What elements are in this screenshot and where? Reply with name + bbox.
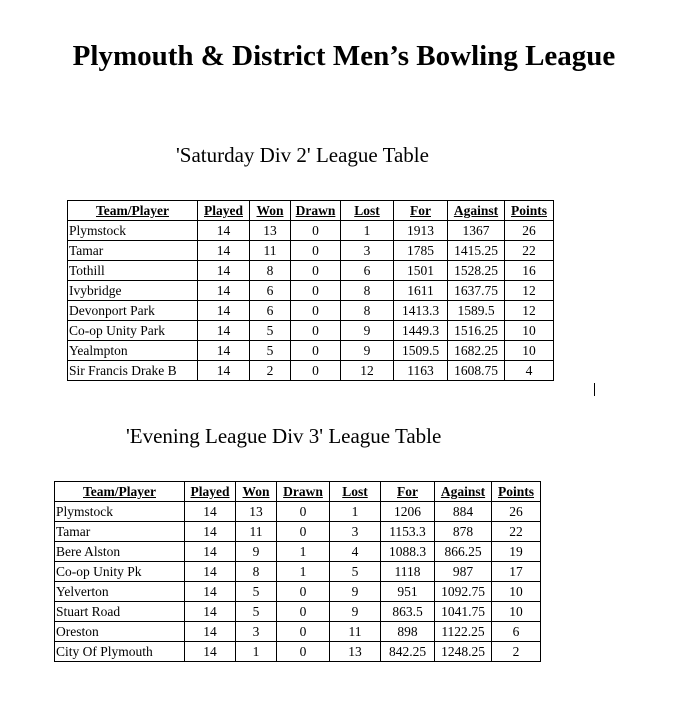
table-row <box>55 562 541 582</box>
cell-for: 863.5 <box>381 602 435 622</box>
cell-team: Stuart Road <box>55 602 185 622</box>
cell-lost: 1 <box>330 502 381 522</box>
cell-for: 1785 <box>394 241 448 261</box>
column-header-points: Points <box>492 482 541 502</box>
table-row <box>55 502 541 522</box>
cell-played: 14 <box>198 341 250 361</box>
cell-against: 987 <box>435 562 492 582</box>
cell-won: 13 <box>250 221 291 241</box>
cell-lost: 5 <box>330 562 381 582</box>
cell-played: 14 <box>185 602 236 622</box>
column-header-won: Won <box>236 482 277 502</box>
cell-for: 1611 <box>394 281 448 301</box>
cell-against: 1589.5 <box>448 301 505 321</box>
cell-against: 1516.25 <box>448 321 505 341</box>
cell-for: 842.25 <box>381 642 435 662</box>
column-header-lost: Lost <box>330 482 381 502</box>
cell-team: Ivybridge <box>68 281 198 301</box>
cell-won: 3 <box>236 622 277 642</box>
cell-played: 14 <box>198 321 250 341</box>
cell-drawn: 0 <box>291 261 341 281</box>
cell-for: 1509.5 <box>394 341 448 361</box>
cell-against: 1637.75 <box>448 281 505 301</box>
cell-against: 1608.75 <box>448 361 505 381</box>
cell-points: 16 <box>505 261 554 281</box>
cell-won: 9 <box>236 542 277 562</box>
cell-won: 8 <box>236 562 277 582</box>
cell-drawn: 0 <box>291 301 341 321</box>
cell-lost: 9 <box>341 321 394 341</box>
table-row <box>68 301 554 321</box>
cell-against: 1041.75 <box>435 602 492 622</box>
column-header-played: Played <box>198 201 250 221</box>
cell-drawn: 0 <box>277 582 330 602</box>
cell-team: City Of Plymouth <box>55 642 185 662</box>
cell-played: 14 <box>185 542 236 562</box>
column-header-points: Points <box>505 201 554 221</box>
text-cursor <box>594 383 595 396</box>
cell-drawn: 0 <box>291 321 341 341</box>
cell-won: 1 <box>236 642 277 662</box>
column-header-for: For <box>381 482 435 502</box>
evening-table-title: 'Evening League Div 3' League Table <box>126 424 442 448</box>
cell-points: 6 <box>492 622 541 642</box>
cell-against: 1682.25 <box>448 341 505 361</box>
cell-played: 14 <box>185 582 236 602</box>
table-row <box>68 241 554 261</box>
cell-team: Yelverton <box>55 582 185 602</box>
cell-for: 1413.3 <box>394 301 448 321</box>
cell-team: Devonport Park <box>68 301 198 321</box>
cell-won: 13 <box>236 502 277 522</box>
cell-drawn: 1 <box>277 542 330 562</box>
cell-for: 1501 <box>394 261 448 281</box>
cell-points: 2 <box>492 642 541 662</box>
cell-points: 17 <box>492 562 541 582</box>
table-header-row <box>55 482 541 502</box>
cell-played: 14 <box>198 261 250 281</box>
cell-drawn: 1 <box>277 562 330 582</box>
table-header-row <box>68 201 554 221</box>
cell-lost: 8 <box>341 301 394 321</box>
cell-for: 1163 <box>394 361 448 381</box>
cell-team: Tamar <box>55 522 185 542</box>
cell-points: 4 <box>505 361 554 381</box>
column-header-lost: Lost <box>341 201 394 221</box>
table-row <box>68 321 554 341</box>
cell-drawn: 0 <box>277 502 330 522</box>
cell-for: 898 <box>381 622 435 642</box>
cell-won: 5 <box>250 341 291 361</box>
cell-lost: 4 <box>330 542 381 562</box>
cell-team: Plymstock <box>68 221 198 241</box>
cell-drawn: 0 <box>291 281 341 301</box>
cell-points: 26 <box>505 221 554 241</box>
cell-played: 14 <box>198 221 250 241</box>
table-row <box>55 642 541 662</box>
table-row <box>55 582 541 602</box>
column-header-drawn: Drawn <box>277 482 330 502</box>
cell-for: 1088.3 <box>381 542 435 562</box>
table-row <box>68 361 554 381</box>
column-header-against: Against <box>448 201 505 221</box>
evening-league-table <box>54 481 541 662</box>
column-header-drawn: Drawn <box>291 201 341 221</box>
cell-won: 6 <box>250 281 291 301</box>
table-row <box>55 602 541 622</box>
cell-won: 5 <box>236 582 277 602</box>
cell-drawn: 0 <box>277 622 330 642</box>
cell-team: Co-op Unity Park <box>68 321 198 341</box>
cell-drawn: 0 <box>277 602 330 622</box>
cell-lost: 9 <box>330 582 381 602</box>
cell-lost: 1 <box>341 221 394 241</box>
cell-team: Sir Francis Drake B <box>68 361 198 381</box>
cell-points: 10 <box>492 602 541 622</box>
cell-points: 12 <box>505 281 554 301</box>
cell-lost: 3 <box>341 241 394 261</box>
cell-won: 5 <box>236 602 277 622</box>
cell-against: 1092.75 <box>435 582 492 602</box>
cell-points: 10 <box>505 341 554 361</box>
cell-against: 1248.25 <box>435 642 492 662</box>
cell-won: 8 <box>250 261 291 281</box>
cell-played: 14 <box>185 502 236 522</box>
cell-team: Plymstock <box>55 502 185 522</box>
column-header-for: For <box>394 201 448 221</box>
cell-lost: 8 <box>341 281 394 301</box>
cell-drawn: 0 <box>291 241 341 261</box>
column-header-won: Won <box>250 201 291 221</box>
cell-for: 951 <box>381 582 435 602</box>
table-row <box>55 542 541 562</box>
cell-played: 14 <box>185 622 236 642</box>
table-row <box>68 261 554 281</box>
column-header-team: Team/Player <box>55 482 185 502</box>
table-row <box>68 341 554 361</box>
cell-team: Tamar <box>68 241 198 261</box>
cell-won: 5 <box>250 321 291 341</box>
table-row <box>55 522 541 542</box>
cell-won: 11 <box>236 522 277 542</box>
cell-played: 14 <box>198 361 250 381</box>
cell-won: 2 <box>250 361 291 381</box>
saturday-table-title: 'Saturday Div 2' League Table <box>176 143 429 167</box>
table-row <box>68 281 554 301</box>
cell-against: 884 <box>435 502 492 522</box>
cell-played: 14 <box>198 281 250 301</box>
cell-lost: 13 <box>330 642 381 662</box>
cell-drawn: 0 <box>291 341 341 361</box>
cell-for: 1206 <box>381 502 435 522</box>
cell-for: 1913 <box>394 221 448 241</box>
page-title: Plymouth & District Men’s Bowling League <box>72 40 616 72</box>
cell-for: 1153.3 <box>381 522 435 542</box>
table-row <box>55 622 541 642</box>
cell-lost: 3 <box>330 522 381 542</box>
cell-played: 14 <box>185 562 236 582</box>
cell-against: 1367 <box>448 221 505 241</box>
cell-against: 1415.25 <box>448 241 505 261</box>
cell-played: 14 <box>198 241 250 261</box>
cell-team: Yealmpton <box>68 341 198 361</box>
table-row <box>68 221 554 241</box>
column-header-team: Team/Player <box>68 201 198 221</box>
cell-points: 12 <box>505 301 554 321</box>
cell-drawn: 0 <box>277 522 330 542</box>
cell-team: Tothill <box>68 261 198 281</box>
saturday-league-table <box>67 200 554 381</box>
cell-lost: 9 <box>341 341 394 361</box>
cell-points: 19 <box>492 542 541 562</box>
cell-lost: 12 <box>341 361 394 381</box>
cell-points: 26 <box>492 502 541 522</box>
cell-played: 14 <box>185 522 236 542</box>
column-header-against: Against <box>435 482 492 502</box>
cell-points: 10 <box>505 321 554 341</box>
cell-against: 866.25 <box>435 542 492 562</box>
cell-team: Oreston <box>55 622 185 642</box>
cell-against: 1528.25 <box>448 261 505 281</box>
cell-won: 11 <box>250 241 291 261</box>
cell-for: 1118 <box>381 562 435 582</box>
cell-against: 1122.25 <box>435 622 492 642</box>
cell-won: 6 <box>250 301 291 321</box>
cell-lost: 6 <box>341 261 394 281</box>
cell-against: 878 <box>435 522 492 542</box>
cell-drawn: 0 <box>277 642 330 662</box>
cell-for: 1449.3 <box>394 321 448 341</box>
cell-drawn: 0 <box>291 361 341 381</box>
cell-played: 14 <box>185 642 236 662</box>
cell-points: 10 <box>492 582 541 602</box>
cell-lost: 9 <box>330 602 381 622</box>
cell-points: 22 <box>505 241 554 261</box>
cell-team: Bere Alston <box>55 542 185 562</box>
cell-drawn: 0 <box>291 221 341 241</box>
cell-points: 22 <box>492 522 541 542</box>
cell-team: Co-op Unity Pk <box>55 562 185 582</box>
cell-lost: 11 <box>330 622 381 642</box>
column-header-played: Played <box>185 482 236 502</box>
cell-played: 14 <box>198 301 250 321</box>
